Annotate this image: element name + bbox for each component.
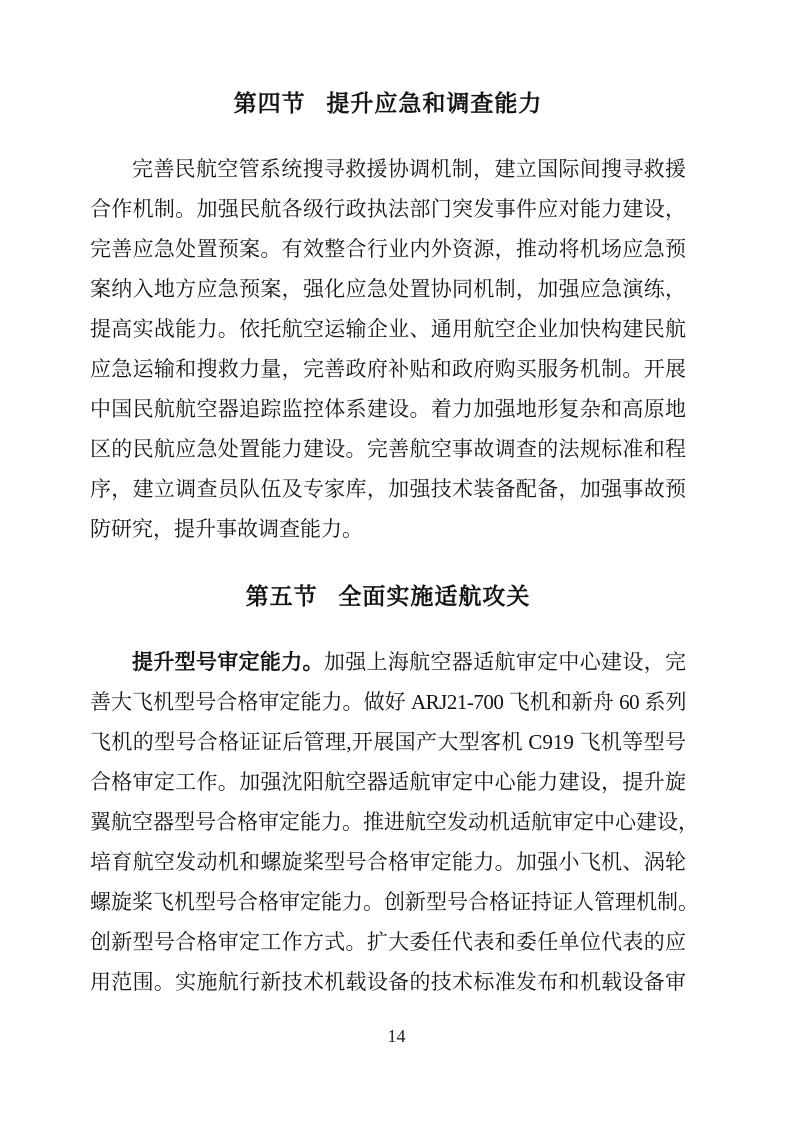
section4-paragraph bbox=[90, 149, 686, 549]
text-line: 螺旋桨飞机型号合格审定能力。创新型号合格证持证人管理机制。 bbox=[90, 890, 699, 914]
section5-heading-prefix: 第五节 bbox=[245, 584, 318, 609]
text-line: 合格审定工作。加强沈阳航空器适航审定中心能力建设，提升旋 bbox=[90, 770, 686, 794]
text-run: 加强上海航空器适航审定中心建设，完 bbox=[323, 650, 687, 674]
text-line: 合作机制。加强民航各级行政执法部门突发事件应对能力建设， bbox=[90, 197, 686, 221]
page-number: 14 bbox=[387, 1026, 406, 1046]
text-line: 防研究，提升事故调查能力。 bbox=[90, 517, 363, 541]
text-line: 中国民航航空器追踪监控体系建设。着力加强地形复杂和高原地 bbox=[90, 397, 686, 421]
text-line bbox=[90, 642, 686, 682]
section4-heading-title: 提升应急和调查能力 bbox=[326, 91, 543, 116]
text-line: 应急运输和搜救力量，完善政府补贴和政府购买服务机制。开展 bbox=[90, 357, 686, 381]
text-line: 完善应急处置预案。有效整合行业内外资源，推动将机场应急预 bbox=[90, 237, 686, 261]
section5-paragraph bbox=[90, 642, 699, 1002]
text-line: 案纳入地方应急预案，强化应急处置协同机制，加强应急演练， bbox=[90, 277, 686, 301]
text-line: 翼航空器型号合格审定能力。推进航空发动机适航审定中心建设， bbox=[90, 810, 699, 834]
section5-heading-title: 全面实施适航攻关 bbox=[338, 584, 531, 609]
text-line: 创新型号合格审定工作方式。扩大委任代表和委任单位代表的应 bbox=[90, 930, 686, 954]
text-line: 提高实战能力。依托航空运输企业、通用航空企业加快构建民航 bbox=[90, 317, 686, 341]
text-line: 用范围。实施航行新技术机载设备的技术标准发布和机载设备审 bbox=[90, 970, 686, 994]
text-line: 完善民航空管系统搜寻救援协调机制，建立国际间搜寻救援 bbox=[132, 157, 686, 181]
text-line: 善大飞机型号合格审定能力。做好 ARJ21-700 飞机和新舟 60 系列 bbox=[90, 690, 686, 714]
bold-lead: 提升型号审定能力。 bbox=[132, 650, 324, 674]
text-line: 区的民航应急处置能力建设。完善航空事故调查的法规标准和程 bbox=[90, 437, 686, 461]
text-line: 培育航空发动机和螺旋桨型号合格审定能力。加强小飞机、涡轮 bbox=[90, 850, 686, 874]
text-line: 序，建立调查员队伍及专家库，加强技术装备配备，加强事故预 bbox=[90, 477, 686, 501]
section4-heading bbox=[90, 84, 686, 124]
section5-heading bbox=[90, 577, 686, 617]
section4-heading-prefix: 第四节 bbox=[233, 91, 306, 116]
page-content bbox=[90, 84, 699, 1002]
text-line: 飞机的型号合格证证后管理,开展国产大型客机 C919 飞机等型号 bbox=[90, 730, 686, 754]
